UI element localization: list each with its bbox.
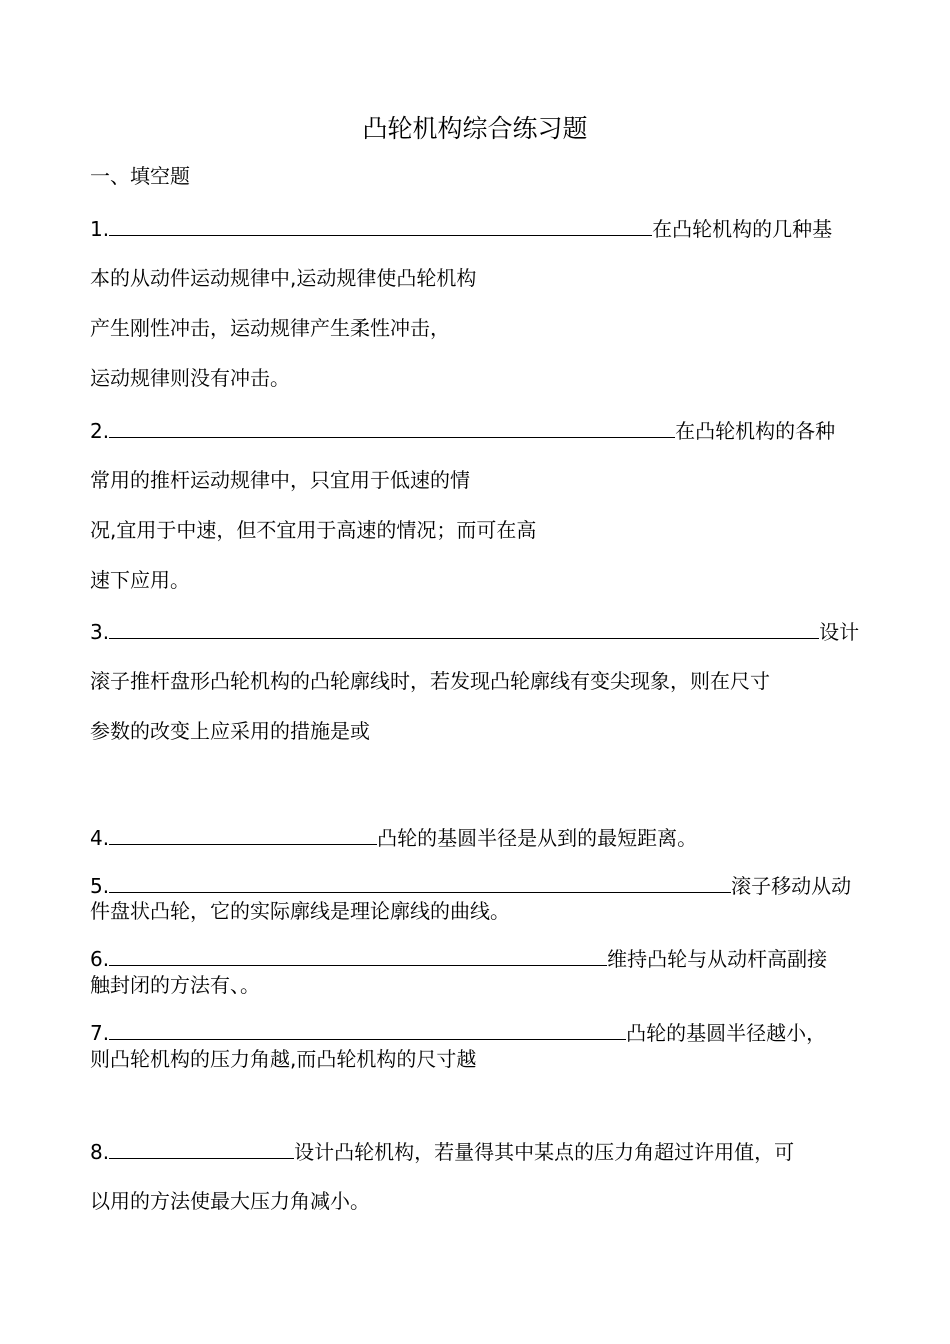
question-6-line-2: 触封闭的方法有、。 <box>90 973 260 997</box>
question-1-line-2: 本的从动件运动规律中,运动规律使凸轮机构 <box>90 266 477 290</box>
question-1-number: 1. <box>90 217 110 241</box>
section-heading-fill-in: 一、填空题 <box>90 164 190 188</box>
question-2-lead-text: 在凸轮机构的各种 <box>675 419 836 443</box>
question-3-blank[interactable] <box>109 618 819 639</box>
question-6-blank[interactable] <box>109 945 607 966</box>
question-4-lead-text: 凸轮的基圆半径是从到的最短距离。 <box>377 826 698 850</box>
question-3-number: 3. <box>90 620 110 644</box>
question-2-first-line <box>90 417 835 444</box>
question-3-first-line <box>90 618 859 645</box>
question-3-line-2: 滚子推杆盘形凸轮机构的凸轮廓线时，若发现凸轮廓线有变尖现象，则在尺寸 <box>90 669 770 693</box>
question-5-line-2: 件盘状凸轮，它的实际廓线是理论廓线的曲线。 <box>90 899 510 923</box>
question-8-line-2: 以用的方法使最大压力角减小。 <box>90 1189 370 1213</box>
question-6-first-line <box>90 945 827 972</box>
question-6-lead-text: 维持凸轮与从动杆高副接 <box>607 947 828 971</box>
question-4-number: 4. <box>90 826 110 850</box>
question-7-first-line <box>90 1019 826 1046</box>
question-7-number: 7. <box>90 1021 110 1045</box>
question-6-number: 6. <box>90 947 110 971</box>
question-2-number: 2. <box>90 419 110 443</box>
question-7-line-2: 则凸轮机构的压力角越,而凸轮机构的尺寸越 <box>90 1047 477 1071</box>
question-5-blank[interactable] <box>109 872 731 893</box>
question-8-blank[interactable] <box>109 1138 294 1159</box>
question-1-first-line <box>90 215 832 242</box>
question-5-lead-text: 滚子移动从动 <box>731 874 852 898</box>
question-8-lead-text: 设计凸轮机构，若量得其中某点的压力角超过许用值，可 <box>294 1140 795 1164</box>
question-4-first-line <box>90 824 697 851</box>
question-7-lead-text: 凸轮的基圆半径越小， <box>626 1021 827 1045</box>
document-title: 凸轮机构综合练习题 <box>362 114 588 143</box>
question-2-blank[interactable] <box>109 417 675 438</box>
question-1-line-3: 产生刚性冲击，运动规律产生柔性冲击， <box>90 316 450 340</box>
question-2-line-3: 况,宜用于中速，但不宜用于高速的情况；而可在高 <box>90 518 537 542</box>
question-1-blank[interactable] <box>109 215 652 236</box>
question-5-first-line <box>90 872 851 899</box>
question-5-number: 5. <box>90 874 110 898</box>
question-4-blank[interactable] <box>109 824 377 845</box>
question-1-lead-text: 在凸轮机构的几种基 <box>652 217 833 241</box>
question-1-line-4: 运动规律则没有冲击。 <box>90 366 290 390</box>
question-2-line-4: 速下应用。 <box>90 568 190 592</box>
question-8-number: 8. <box>90 1140 110 1164</box>
question-3-line-3: 参数的改变上应采用的措施是或 <box>90 719 370 743</box>
question-2-line-2: 常用的推杆运动规律中，只宜用于低速的情 <box>90 468 470 492</box>
question-7-blank[interactable] <box>109 1019 626 1040</box>
question-3-lead-text: 设计 <box>819 620 860 644</box>
question-8-first-line <box>90 1138 794 1165</box>
